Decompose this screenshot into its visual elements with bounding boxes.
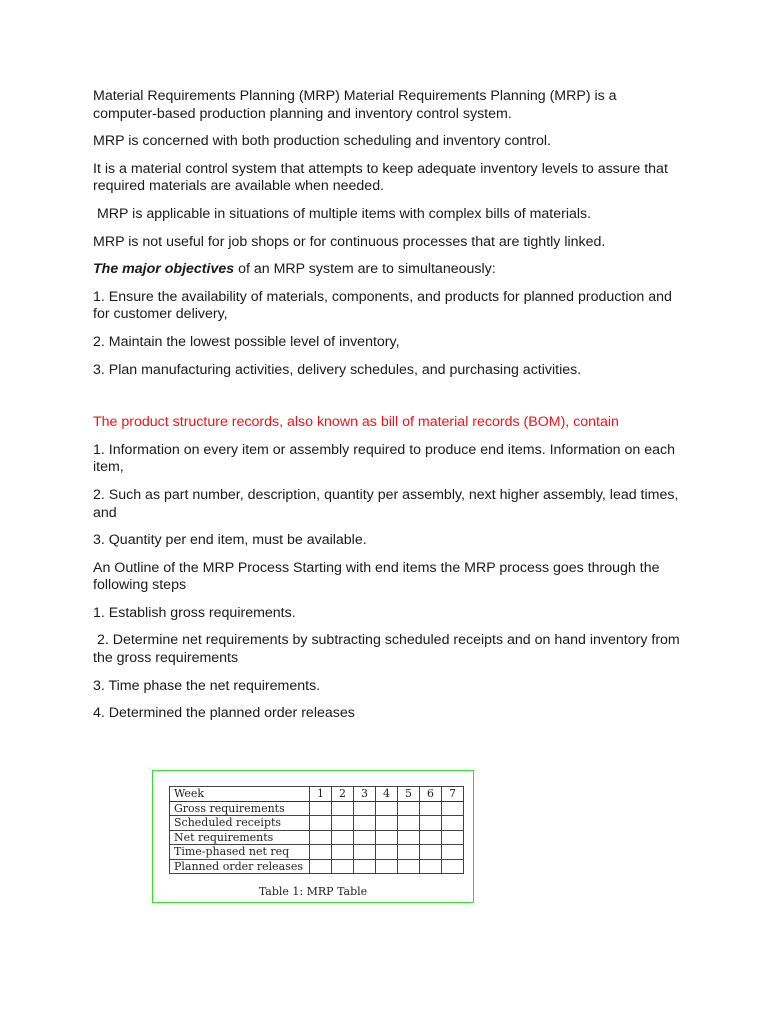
row-label: Gross requirements (170, 801, 310, 816)
table-cell (398, 830, 420, 845)
mrp-table-header-row (170, 787, 464, 802)
document-body (93, 88, 683, 733)
table-cell (332, 801, 354, 816)
table-row (170, 816, 464, 831)
bom-item: 3. Quantity per end item, must be available. (93, 532, 367, 549)
row-label: Planned order releases (170, 859, 310, 874)
week-number: 4 (376, 787, 398, 802)
intro-paragraph: Material Requirements Planning (MRP) Material Requirements Planning (MRP) is a computer-based production planning and inventory control system. (93, 88, 617, 122)
table-cell (332, 859, 354, 874)
table-row (170, 801, 464, 816)
table-cell (442, 801, 464, 816)
table-cell (442, 830, 464, 845)
table-caption: Table 1: MRP Table (258, 885, 368, 898)
table-cell (442, 816, 464, 831)
table-cell (398, 816, 420, 831)
week-number: 2 (332, 787, 354, 802)
objectives-intro-rest: of an MRP system are to simultaneously: (234, 261, 496, 278)
row-label: Scheduled receipts (170, 816, 310, 831)
week-number: 3 (354, 787, 376, 802)
objective-item: 2. Maintain the lowest possible level of inventory, (93, 333, 400, 350)
row-label: Time-phased net req (170, 845, 310, 860)
process-intro: An Outline of the MRP Process Starting with end items the MRP process goes through the following steps (93, 559, 660, 594)
table-cell (398, 845, 420, 860)
table-cell (376, 830, 398, 845)
objective-item: 3. Plan manufacturing activities, delivery schedules, and purchasing activities. (93, 361, 582, 378)
week-number: 5 (398, 787, 420, 802)
bom-heading: The product structure records, also known as bill of material records (BOM), contain (93, 414, 619, 431)
applicability-paragraph: MRP is applicable in situations of multiple items with complex bills of materials. (96, 205, 592, 222)
week-number: 1 (310, 787, 332, 802)
bom-item: 1. Information on every item or assembly required to produce end items. Information on each item, (93, 441, 675, 476)
row-label: Net requirements (170, 830, 310, 845)
process-step: 3. Time phase the net requirements. (93, 677, 321, 694)
objective-item: 1. Ensure the availability of materials, components, and products for planned production and for customer delivery, (93, 288, 672, 323)
table-cell (310, 816, 332, 831)
table-cell (442, 859, 464, 874)
week-number: 7 (442, 787, 464, 802)
table-cell (420, 845, 442, 860)
objectives-intro (93, 261, 683, 279)
table-cell (310, 801, 332, 816)
table-cell (354, 816, 376, 831)
limitation-paragraph: MRP is not useful for job shops or for continuous processes that are tightly linked. (93, 233, 606, 250)
scope-paragraph: MRP is concerned with both production scheduling and inventory control. (93, 133, 551, 150)
definition-paragraph: It is a material control system that attempts to keep adequate inventory levels to assure that required materials are available when needed. (93, 160, 668, 195)
table-row (170, 859, 464, 874)
table-cell (420, 801, 442, 816)
table-cell (332, 845, 354, 860)
table-cell (442, 845, 464, 860)
table-cell (354, 845, 376, 860)
table-cell (310, 845, 332, 860)
table-cell (420, 830, 442, 845)
table-cell (398, 801, 420, 816)
table-cell (376, 816, 398, 831)
process-step: 1. Establish gross requirements. (93, 604, 296, 621)
mrp-table-figure (152, 770, 474, 903)
week-header: Week (170, 787, 310, 802)
process-step: 2. Determine net requirements by subtracting scheduled receipts and on hand inventory from the gross requirements (93, 632, 680, 667)
table-cell (376, 801, 398, 816)
table-cell (310, 859, 332, 874)
table-cell (354, 859, 376, 874)
table-cell (398, 859, 420, 874)
table-cell (332, 830, 354, 845)
bom-item: 2. Such as part number, description, quantity per assembly, next higher assembly, lead times, and (93, 486, 679, 521)
table-cell (354, 830, 376, 845)
objectives-emphasis: The major objectives (93, 261, 235, 278)
table-cell (376, 859, 398, 874)
process-step: 4. Determined the planned order releases (93, 705, 355, 722)
table-row (170, 845, 464, 860)
table-cell (332, 816, 354, 831)
table-cell (376, 845, 398, 860)
table-cell (420, 816, 442, 831)
week-number: 6 (420, 787, 442, 802)
table-cell (354, 801, 376, 816)
table-cell (310, 830, 332, 845)
table-row (170, 830, 464, 845)
mrp-table (169, 786, 464, 874)
table-cell (420, 859, 442, 874)
